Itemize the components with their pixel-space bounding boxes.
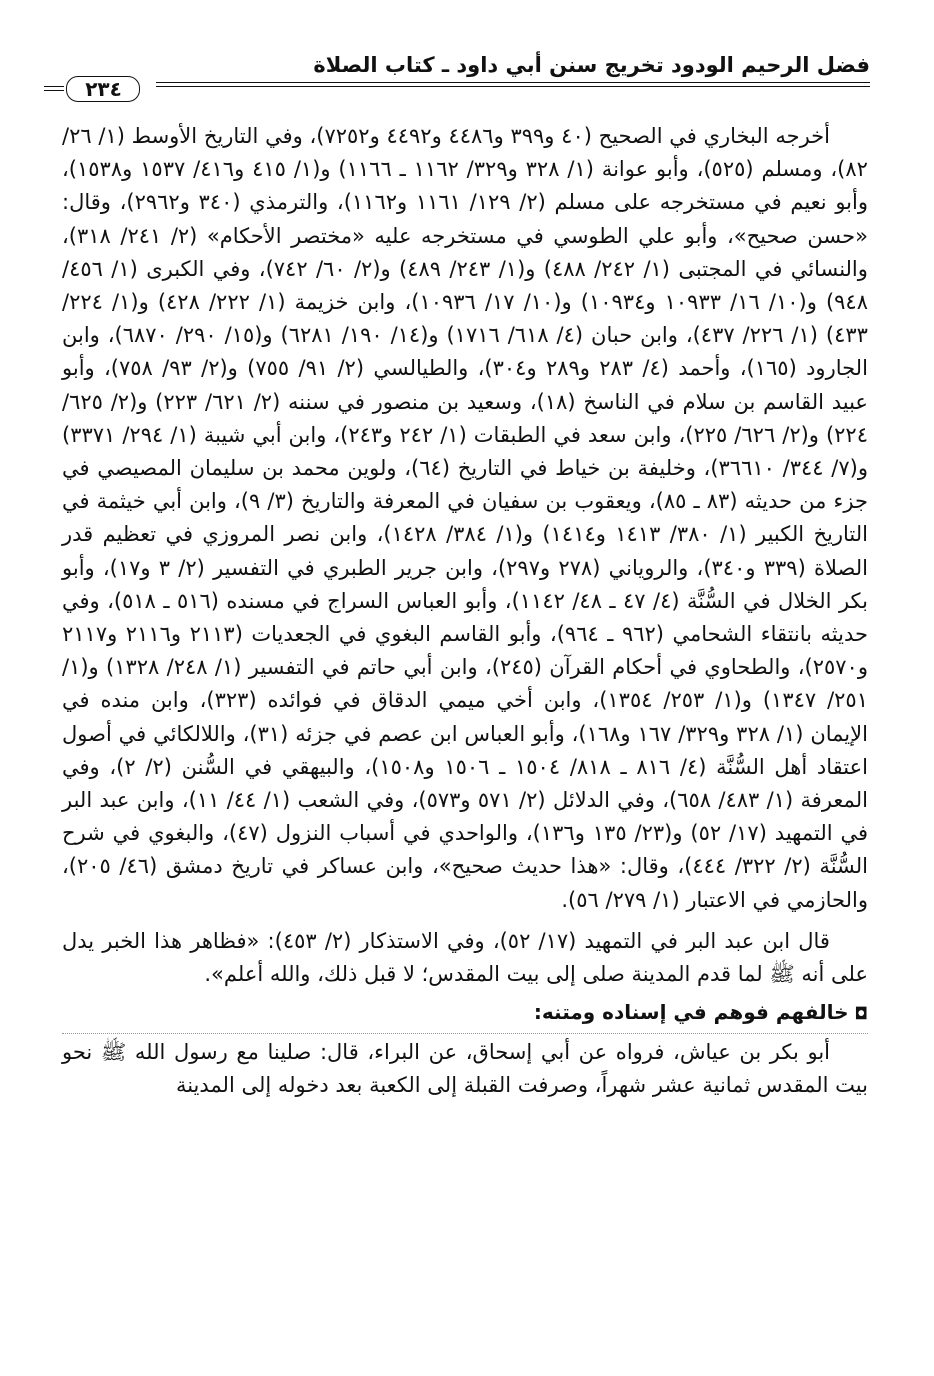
page-body [62,120,868,1103]
header-rule [44,82,870,83]
narration-paragraph: أبو بكر بن عياش، فرواه عن أبي إسحاق، عن البراء، قال: صلينا مع رسول الله ﷺ نحو بيت المقدس ثمانية عشر شهراً، وصرفت القبلة إلى الكعبة بعد دخوله إلى المدينة [62,1040,868,1098]
section-heading-text: خالفهم فوهم في إسناده ومتنه: [533,1000,849,1025]
page-number: ٢٣٤ [85,77,122,101]
ornament-line-icon [44,90,64,91]
section-heading [62,995,868,1031]
page-header [44,52,870,101]
bullet-icon: ◘ [854,1004,868,1024]
ornament-line-icon [44,86,64,87]
divider [62,1033,868,1034]
quote-paragraph: قال ابن عبد البر في التمهيد (١٧/ ٥٢)، وفي الاستذكار (٢/ ٤٥٣): «فظاهر هذا الخبر يدل على أنه ﷺ لما قدم المدينة صلى إلى بيت المقدس؛ لا قبل ذلك، والله أعلم». [62,928,868,987]
page-number-box [44,70,156,106]
running-title: فضل الرحيم الودود تخريج سنن أبي داود ـ كتاب الصلاة [313,53,870,77]
header-rule-thin [44,86,870,87]
citation-paragraph: أخرجه البخاري في الصحيح (٤٠ و٣٩٩ و٤٤٨٦ و٤٤٩٢ و٧٢٥٢)، وفي التاريخ الأوسط (١/ ٢٦/ ٨٢)، ومسلم (٥٢٥)، وأبو عوانة (١/ ٣٢٨ و٣٢٩/ ١١٦٢ ـ ١١٦٦) و(١/ ٤١٥ و٤١٦/ ١٥٣٧ و١٥٣٨)، وأبو نعيم في مستخرجه على مسلم (٢/ ١٢٩/ ١١٦١ و١١٦٢)، والترمذي (٣٤٠ و٢٩٦٢)، وقال: «حسن صحيح»، وأبو علي الطوسي في مستخرجه عليه «مختصر الأحكام» (٢/ ٢٤١/ ٣١٨)، والنسائي في المجتبى (١/ ٢٤٢/ ٤٨٨) و(١/ ٢٤٣/ ٤٨٩) و(٢/ ٦٠/ ٧٤٢)، وفي الكبرى (١/ ٤٥٦/ ٩٤٨) و(١٠/ ١٦/ ١٠٩٣٣ و١٠٩٣٤) و(١٠/ ١٧/ ١٠٩٣٦)، وابن خزيمة (١/ ٢٢٢/ ٤٢٨) و(١/ ٢٢٤/ ٤٣٣) (١/ ٢٢٦/ ٤٣٧)، وابن حبان (٤/ ٦١٨/ ١٧١٦) و(١٤/ ١٩٠/ ٦٢٨١) و(١٥/ ٢٩٠/ ٦٨٧٠)، وابن الجارود (١٦٥)، وأحمد (٤/ ٢٨٣ و٢٨٩ و٣٠٤)، والطيالسي (٢/ ٩١/ ٧٥٥) و(٢/ ٩٣/ ٧٥٨)، وأبو عبيد القاسم بن سلام في الناسخ (١٨)، وسعيد بن منصور في سننه (٢/ ٦٢١/ ٢٢٣) و(٢/ ٦٢٥/ ٢٢٤) و(٢/ ٦٢٦/ ٢٢٥)، وابن سعد في الطبقات (١/ ٢٤٢ و٢٤٣)، وابن أبي شيبة (١/ ٢٩٤/ ٣٣٧١) و(٧/ ٣٤٤/ ٣٦٦١٠)، وخليفة بن خياط في التاريخ (٦٤)، ولوين محمد بن سليمان المصيصي في جزء من حديثه (٨٣ ـ ٨٥)، ويعقوب بن سفيان في المعرفة والتاريخ (٣/ ٩)، وابن أبي خيثمة في التاريخ الكبير (١/ ٣٨٠/ ١٤١٣ و١٤١٤) و(١/ ٣٨٤/ ١٤٢٨)، وابن نصر المروزي في تعظيم قدر الصلاة (٣٣٩ و٣٤٠)، والروياني (٢٧٨ و٢٩٧)، وابن جرير الطبري في التفسير (٢/ ٣ و١٧)، وأبو بكر الخلال في السُّنَّة (٤/ ٤٧ ـ ٤٨/ ١١٤٢)، وأبو العباس السراج في مسنده (٥١٦ ـ ٥١٨)، وفي حديثه بانتقاء الشحامي (٩٦٢ ـ ٩٦٤)، وأبو القاسم البغوي في الجعديات (٢١١٣ و٢١١٦ و٢١١٧ و٢٥٧٠)، والطحاوي في أحكام القرآن (٢٤٥)، وابن أبي حاتم في التفسير (١/ ٢٤٨/ ١٣٢٨) و(١/ ٢٥١/ ١٣٤٧) و(١/ ٢٥٣/ ١٣٥٤)، وابن أخي ميمي الدقاق في فوائده (٣٢٣)، وابن منده في الإيمان (١/ ٣٢٨ و٣٢٩/ ١٦٧ و١٦٨)، وأبو العباس ابن عصم في جزئه (٣١)، واللالكائي في أصول اعتقاد أهل السُّنَّة (٤/ ٨١٦ ـ ٨١٨/ ١٥٠٤ ـ ١٥٠٦ و١٥٠٨)، والبيهقي في السُّنن (٢/ ٢)، وفي المعرفة (١/ ٤٨٣/ ٦٥٨)، وفي الدلائل (٢/ ٥٧١ و٥٧٣)، وفي الشعب (١/ ٤٤/ ١١)، وابن عبد البر في التمهيد (١٧/ ٥٢) و(٢٣/ ١٣٥ و١٣٦)، والواحدي في أسباب النزول (٤٧)، والبغوي في شرح السُّنَّة (٢/ ٣٢٢/ ٤٤٤)، وقال: «هذا حديث صحيح»، وابن عساكر في تاريخ دمشق (٤٦/ ٢٠٥)، والحازمي في الاعتبار (١/ ٢٧٩/ ٥٦). [62,124,868,912]
